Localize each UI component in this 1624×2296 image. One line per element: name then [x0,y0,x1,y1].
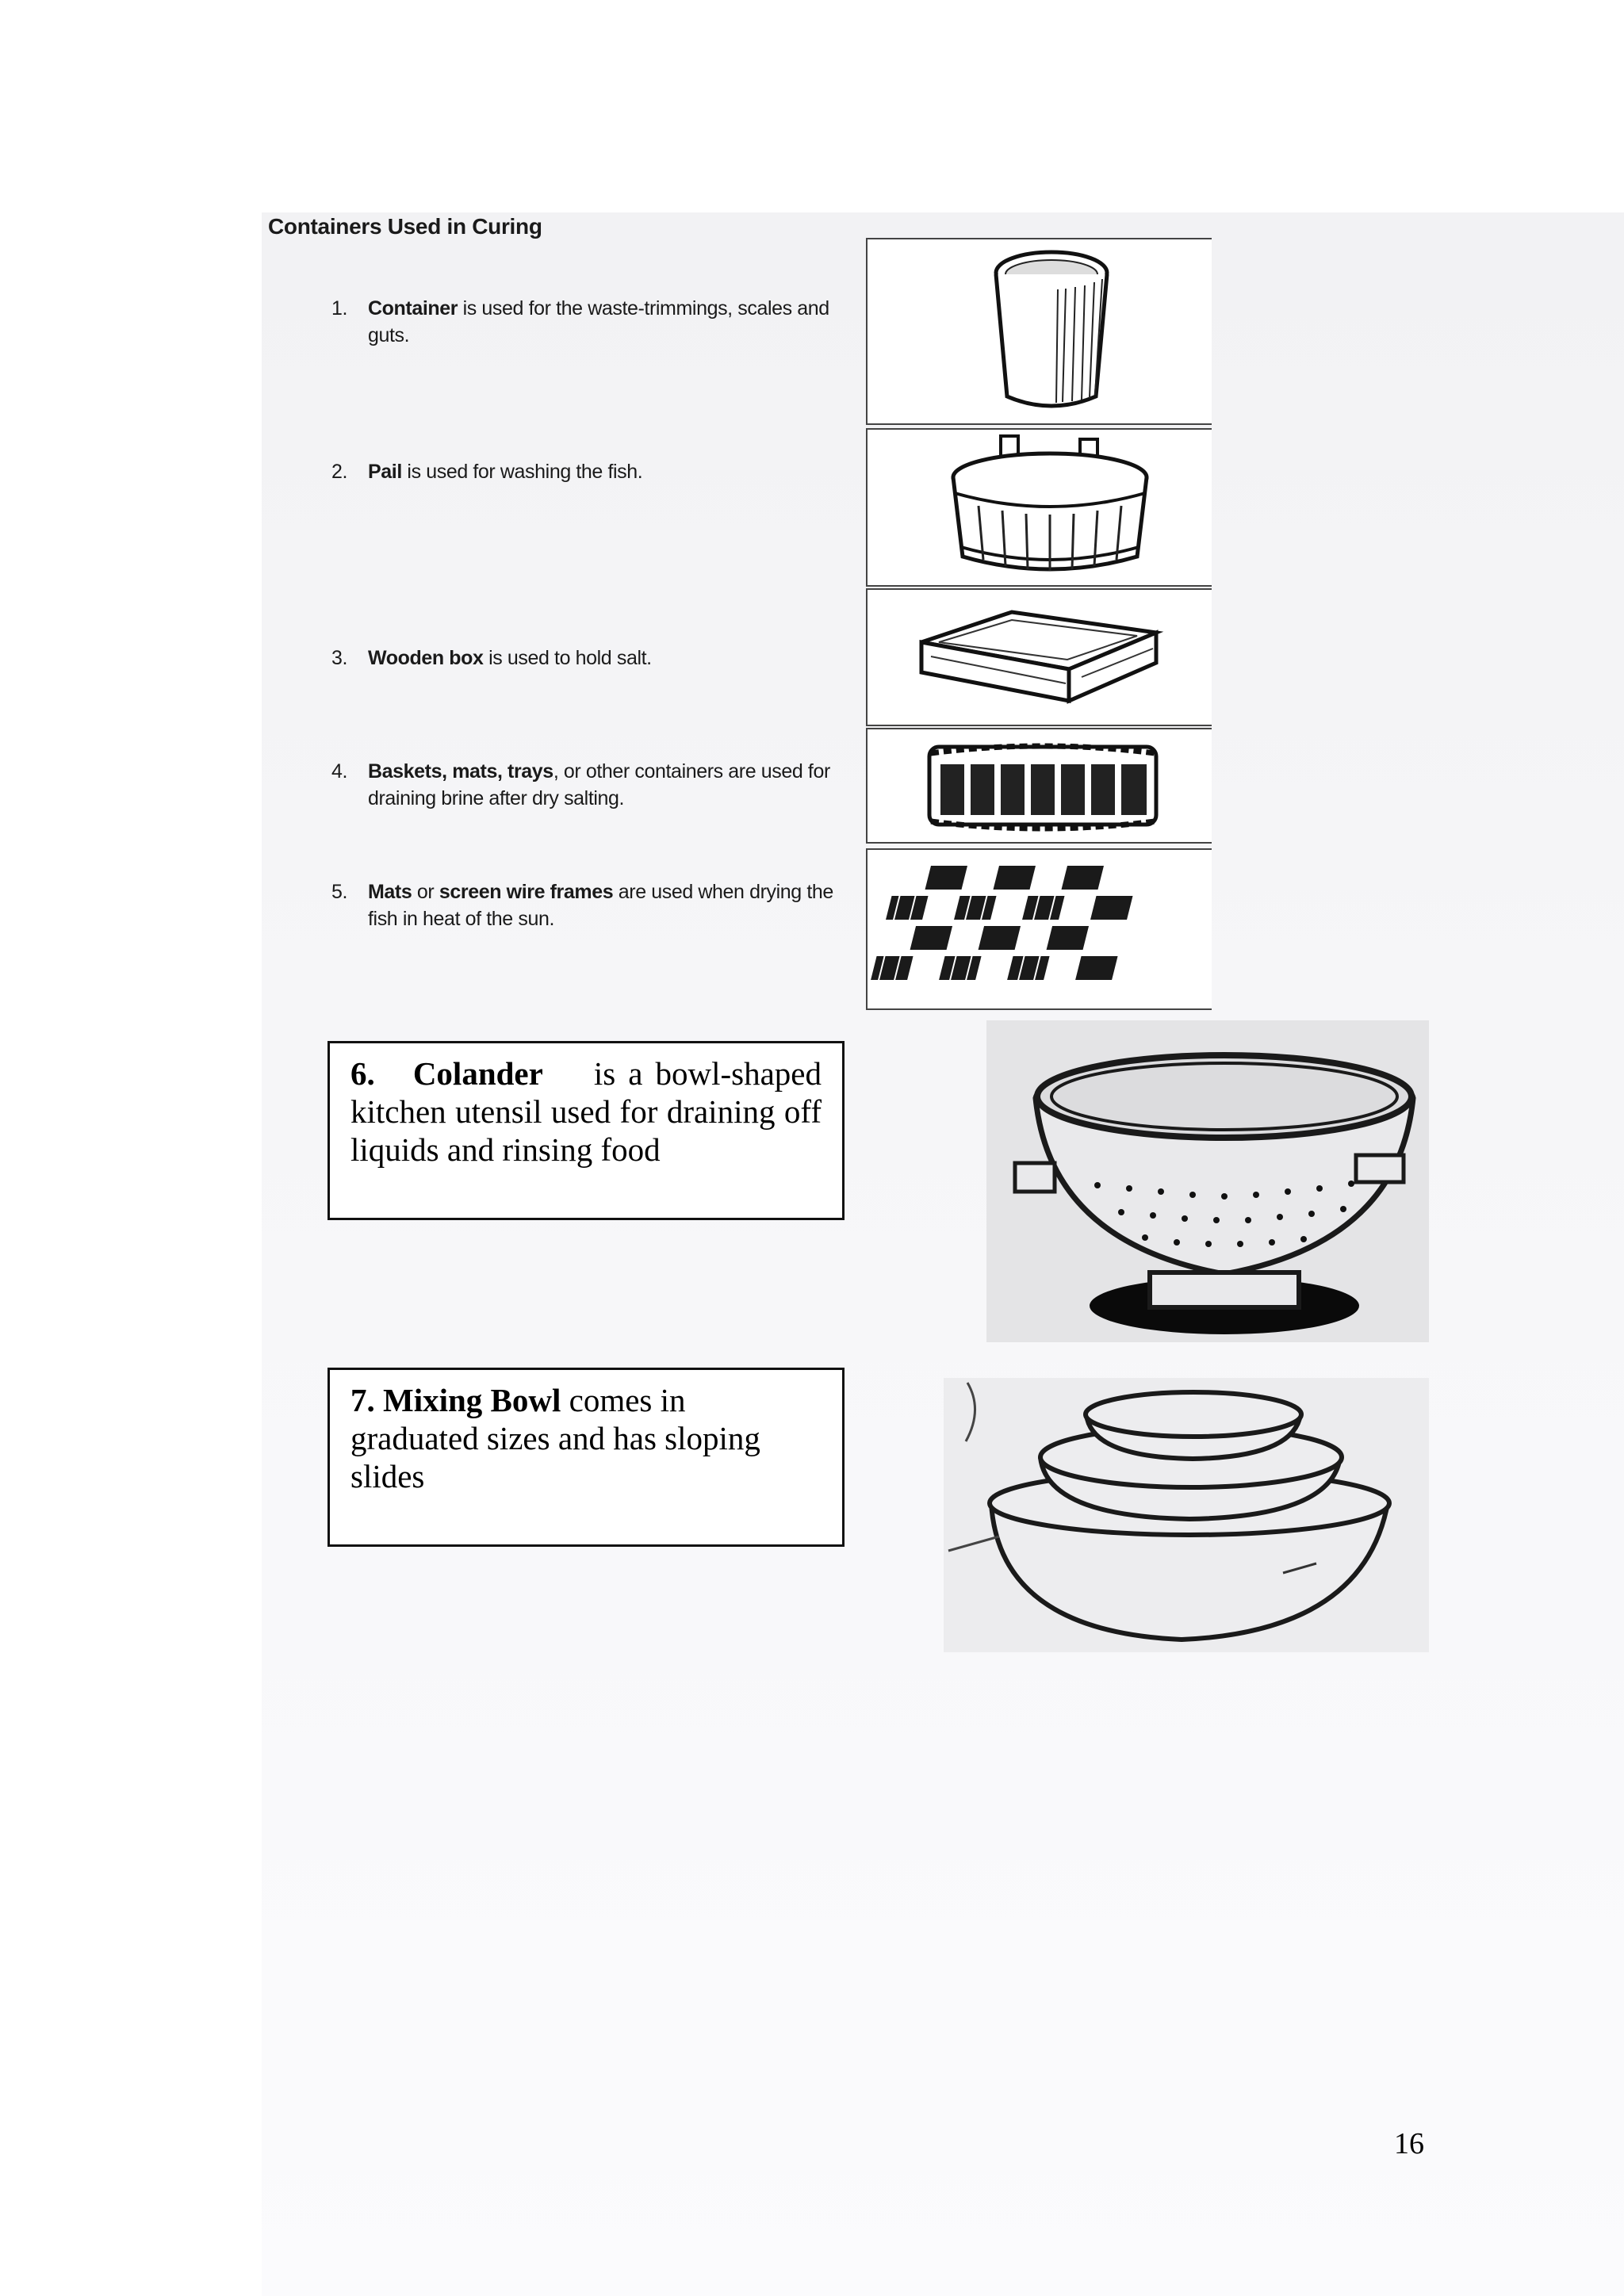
box-number: 7. [350,1382,375,1418]
item-term: Wooden box [368,647,484,669]
basket-icon [866,728,1212,844]
curing-item-3 [331,645,831,673]
mixing-bowl-description-box [327,1368,845,1547]
curing-item-2 [331,458,831,487]
box-description: is a bowl-shaped kitchen utensil used for draining off liquids and rinsing food [350,1055,822,1168]
item-description: is used to hold salt. [483,647,652,669]
item-term: Pail [368,461,402,483]
item-description: are used when drying the fish in heat of the sun. [368,881,833,930]
item-description: is used for washing the fish. [401,461,643,483]
wooden-pail-icon [866,428,1212,587]
item-term: Container [368,297,458,320]
cup-container-icon [866,238,1212,425]
wooden-box-icon [866,588,1212,726]
curing-item-5: 5. Mats or screen wire frames are used when drying the fish in heat of the sun. [331,878,831,934]
item-number: 4. [331,760,348,783]
curing-item-1 [331,295,831,350]
woven-mat-icon [866,848,1212,1010]
item-number: 1. [331,297,348,320]
box-number: 6. [350,1055,375,1092]
item-description: , or other containers are used for draining brine after dry salting. [368,760,830,809]
item-description: is used for the waste-trimmings, scales and guts. [368,297,829,346]
box-term: Mixing Bowl [383,1382,561,1418]
section-title: Containers Used in Curing [268,214,542,239]
page-number: 16 [1394,2127,1424,2160]
item-number: 2. [331,461,348,483]
box-description: comes in graduated sizes and has sloping slides [350,1382,760,1494]
colander-icon [986,1020,1429,1342]
item-term: Mats [368,881,412,903]
colander-description-box [327,1041,845,1220]
box-term: Colander [412,1055,543,1092]
item-term: Baskets, mats, trays [368,760,553,783]
item-term-secondary: screen wire frames [439,881,614,903]
curing-item-4 [331,758,831,813]
item-number: 5. [331,881,348,903]
item-number: 3. [331,647,348,669]
mixing-bowls-icon [944,1378,1429,1652]
